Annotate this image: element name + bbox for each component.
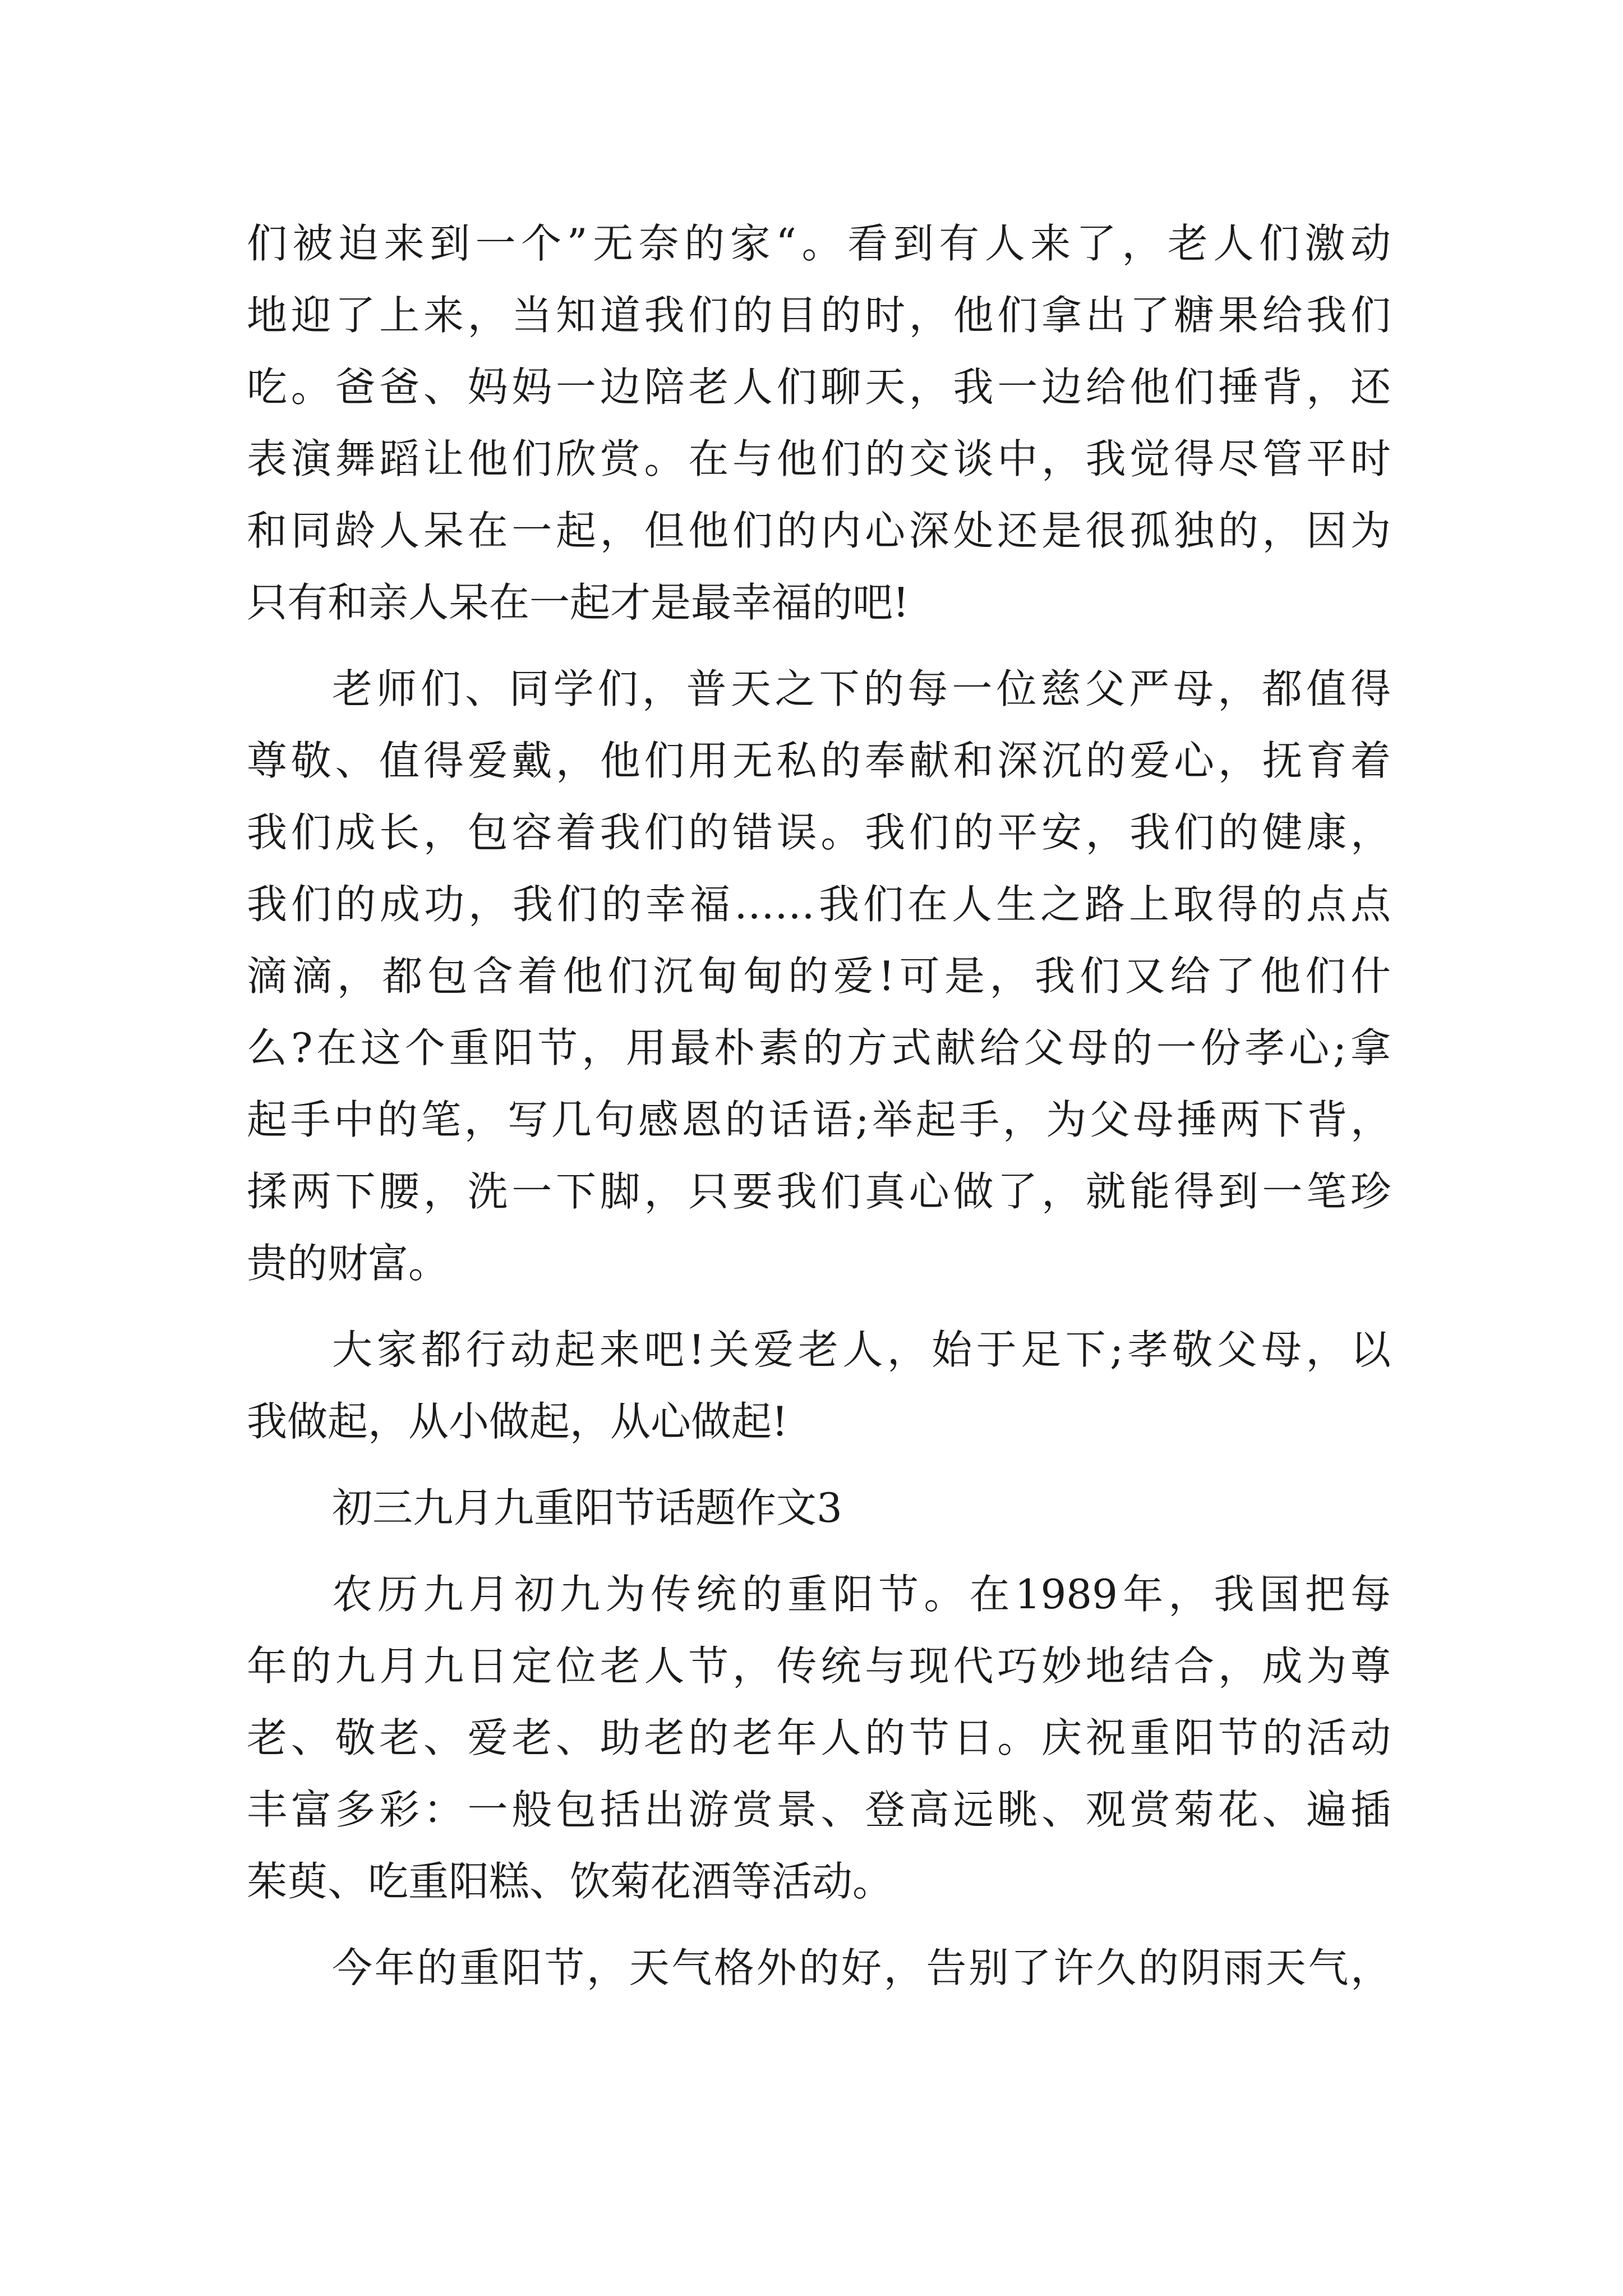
paragraph-line: 农历九月初九为传统的重阳节。在1989年，我国把每 xyxy=(332,1571,1391,1618)
paragraph-line: 只有和亲人呆在一起才是最幸福的吧! xyxy=(247,579,909,626)
paragraph-line: 大家都行动起来吧!关爱老人，始于足下;孝敬父母，以 xyxy=(332,1326,1391,1373)
paragraph-line: 老、敬老、爱老、助老的老年人的节日。庆祝重阳节的活动 xyxy=(247,1714,1391,1761)
paragraph-line: 么?在这个重阳节，用最朴素的方式献给父母的一份孝心;拿 xyxy=(247,1024,1391,1071)
paragraph-line: 们被迫来到一个”无奈的家“。看到有人来了，老人们激动 xyxy=(247,220,1391,267)
paragraph-line: 和同龄人呆在一起，但他们的内心深处还是很孤独的，因为 xyxy=(247,507,1391,554)
paragraph-line: 年的九月九日定位老人节，传统与现代巧妙地结合，成为尊 xyxy=(247,1642,1391,1690)
paragraph-line: 表演舞蹈让他们欣赏。在与他们的交谈中，我觉得尽管平时 xyxy=(247,435,1391,482)
document-body xyxy=(247,208,1391,2004)
paragraph-line: 丰富多彩：一般包括出游赏景、登高远眺、观赏菊花、遍插 xyxy=(247,1786,1391,1833)
paragraph-line: 起手中的笔，写几句感恩的话语;举起手，为父母捶两下背， xyxy=(247,1096,1391,1143)
paragraph-line: 我做起，从小做起，从心做起! xyxy=(247,1398,788,1445)
paragraph-line: 滴滴，都包含着他们沉甸甸的爱!可是，我们又给了他们什 xyxy=(247,953,1391,1000)
paragraph-line: 尊敬、值得爱戴，他们用无私的奉献和深沉的爱心，抚育着 xyxy=(247,737,1391,784)
paragraph-line: 我们成长，包容着我们的错误。我们的平安，我们的健康， xyxy=(247,809,1391,856)
paragraph-line: 揉两下腰，洗一下脚，只要我们真心做了，就能得到一笔珍 xyxy=(247,1168,1391,1215)
paragraph-line: 我们的成功，我们的幸福……我们在人生之路上取得的点点 xyxy=(247,881,1391,928)
paragraph-line: 吃。爸爸、妈妈一边陪老人们聊天，我一边给他们捶背，还 xyxy=(247,364,1391,411)
paragraph-line: 茱萸、吃重阳糕、饮菊花酒等活动。 xyxy=(247,1858,893,1905)
paragraph-line: 老师们、同学们，普天之下的每一位慈父严母，都值得 xyxy=(332,665,1391,712)
paragraph-line: 今年的重阳节，天气格外的好，告别了许久的阴雨天气， xyxy=(332,1944,1391,1991)
paragraph-line: 贵的财富。 xyxy=(247,1240,449,1287)
paragraph-line: 地迎了上来，当知道我们的目的时，他们拿出了糖果给我们 xyxy=(247,292,1391,339)
section-heading: 初三九月九重阳节话题作文3 xyxy=(332,1484,842,1531)
